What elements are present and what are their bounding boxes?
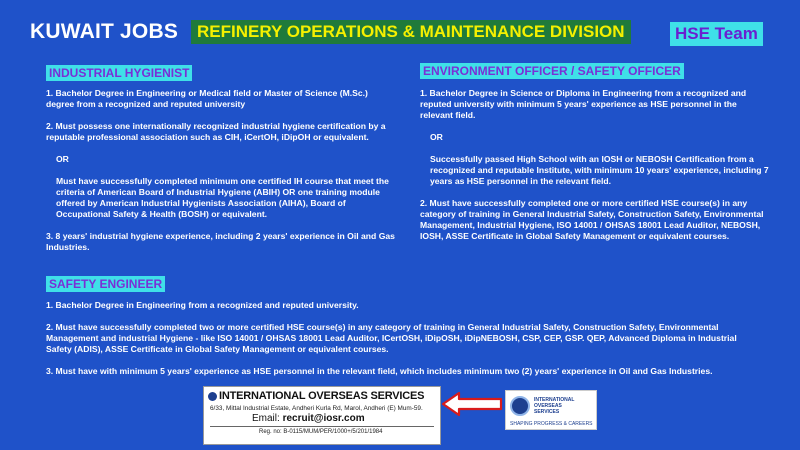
safety-engineer-heading: SAFETY ENGINEER — [46, 276, 165, 292]
email-label: Email: — [252, 413, 280, 424]
divider — [210, 426, 434, 427]
se-requirement-3: 3. Must have with minimum 5 years' experience as HSE personnel in the relevant field, which includes minimum two (2) years' experience in Oil and Gas Industries. — [46, 366, 713, 376]
division-title: REFINERY OPERATIONS & MAINTENANCE DIVISION — [191, 20, 631, 44]
ih-requirement-3: 3. 8 years' industrial hygiene experience, including 2 years' experience in Oil and Gas Industries. — [46, 231, 395, 252]
logo-line-3: SERVICES — [534, 409, 560, 415]
ih-or: OR — [56, 154, 69, 164]
ih-requirement-1: 1. Bachelor Degree in Engineering or Medical field or Master of Science (M.Sc.) degree from a recognized and reputed university — [46, 88, 368, 109]
environment-officer-text — [420, 88, 770, 242]
logo-line-1: INTERNATIONAL — [534, 397, 575, 403]
company-banner — [203, 386, 441, 445]
email-link[interactable]: recruit@iosr.com — [282, 413, 365, 424]
eo-requirement-2: 2. Must have successfully completed one or more certified HSE course(s) in any category of training in General Industrial Safety, Construction Safety, Environmental Management, Industrial Hygiene, ISO 14001 / OHSAS 18001 Lead Auditor, NEBOSH, IOSH, ASSE Certificate in Global Safety Management or equivalent courses. — [420, 198, 764, 241]
environment-officer-heading: ENVIRONMENT OFFICER / SAFETY OFFICER — [420, 63, 684, 79]
company-name: INTERNATIONAL OVERSEAS SERVICES — [219, 390, 425, 402]
registration-number: Reg. no: B-0115/MUM/PER/1000+/5/201/1984 — [259, 429, 383, 435]
eo-requirement-1: 1. Bachelor Degree in Science or Diploma in Engineering from a recognized and reputed university with minimum 5 years' experience as HSE personnel in the relevant field. — [420, 88, 747, 120]
logo-line-2: OVERSEAS — [534, 403, 562, 409]
company-logo-icon — [208, 392, 217, 401]
company-address: 6/33, Mittal Industrial Estate, Andheri Kurla Rd, Marol, Andheri (E) Mum-59. — [210, 405, 423, 412]
industrial-hygienist-heading: INDUSTRIAL HYGIENIST — [46, 65, 192, 81]
eo-or: OR — [430, 132, 443, 142]
globe-icon — [510, 396, 530, 416]
ih-requirement-2: 2. Must possess one internationally recognized industrial hygiene certification by a reputable professional association such as CIH, iCertOH, iDipOH or equivalent. — [46, 121, 386, 142]
company-logo — [505, 390, 597, 430]
safety-engineer-text — [46, 300, 756, 377]
se-requirement-2: 2. Must have successfully completed two or more certified HSE course(s) in any category of training in General Industrial Safety, Construction Safety, Environmental Management and industrial Hygiene - like ISO 14001 / OHSAS 18001 Lead Auditor, ICertOSH, iDipOSH, iDipNEBOSH, CSP, CEP, GSP. QEP, Advanced Diploma in Industrial Safety (ADIS), ASSE Certificate in Global Safety Management or equivalent courses. — [46, 322, 737, 354]
ih-alternative: Must have successfully completed minimum one certified IH course that meet the criteria of American Board of Industrial Hygiene (ABIH) OR one training module offered by American Industrial Hygienists Association (AIHA), Board of Occupational Safety & Health (BOSH) or equivalent. — [56, 176, 389, 219]
company-email — [252, 413, 365, 424]
logo-tagline: SHAPING PROGRESS & CAREERS — [510, 421, 593, 427]
arrow-left-icon — [441, 390, 505, 418]
page-title: KUWAIT JOBS — [30, 20, 179, 43]
industrial-hygienist-text — [46, 88, 396, 253]
eo-alternative: Successfully passed High School with an IOSH or NEBOSH Certification from a recognized and reputable Institute, with minimum 10 years' experience, including 7 years as HSE personnel in the relevant field. — [430, 154, 769, 186]
se-requirement-1: 1. Bachelor Degree in Engineering from a recognized and reputed university. — [46, 300, 359, 310]
team-badge: HSE Team — [670, 22, 763, 46]
